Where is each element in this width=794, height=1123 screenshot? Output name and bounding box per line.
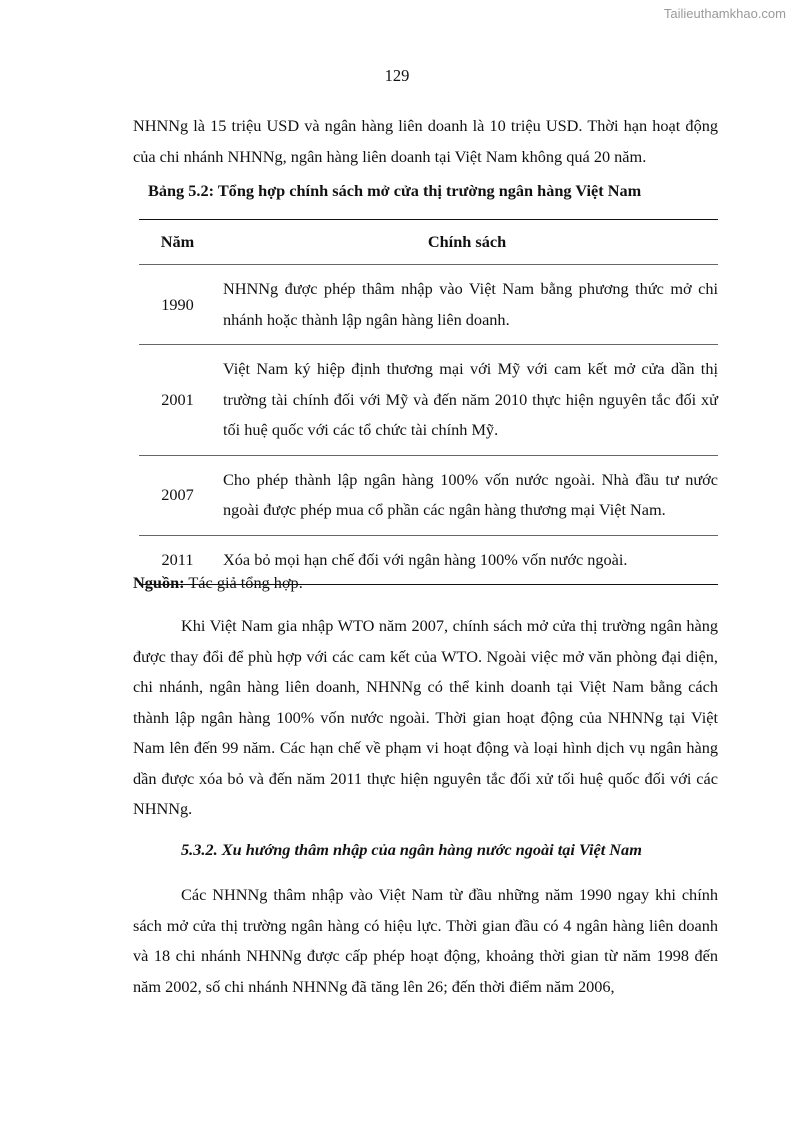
row-policy: NHNNg được phép thâm nhập vào Việt Nam bằng phương thức mở chi nhánh hoặc thành lập ngân hàng liên doanh. (223, 279, 718, 329)
table-row (139, 265, 718, 345)
row-year: 2011 (161, 549, 194, 569)
table-header-row (139, 220, 718, 265)
row-year: 1990 (161, 294, 194, 314)
row-policy: Cho phép thành lập ngân hàng 100% vốn nước ngoài. Nhà đầu tư nước ngoài được phép mua cổ phần các ngân hàng thương mại Việt Nam. (223, 469, 718, 519)
policy-table (139, 219, 718, 585)
trend-paragraph: Các NHNNg thâm nhập vào Việt Nam từ đầu những năm 1990 ngay khi chính sách mở cửa thị trường ngân hàng có hiệu lực. Thời gian đầu có 4 ngân hàng liên doanh và 18 chi nhánh NHNNg được cấp phép hoạt động, khoảng thời gian từ năm 1998 đến năm 2002, số chi nhánh NHNNg đã tăng lên 26; đến thời điểm năm 2006, (133, 885, 718, 996)
table-row (139, 345, 718, 456)
row-year: 2001 (161, 389, 194, 409)
table-row (139, 455, 718, 535)
source-text: Tác giả tổng hợp. (184, 573, 303, 592)
table-caption: Bảng 5.2: Tổng hợp chính sách mở cửa thị trường ngân hàng Việt Nam (148, 181, 642, 200)
row-policy: Việt Nam ký hiệp định thương mại với Mỹ với cam kết mở cửa dần thị trường tài chính đối với Mỹ và đến năm 2010 thực hiện nguyên tắc đối xử tối huệ quốc với các tổ chức tài chính Mỹ. (223, 359, 718, 439)
watermark: Tailieuthamkhao.com (663, 6, 786, 21)
intro-paragraph: NHNNg là 15 triệu USD và ngân hàng liên doanh là 10 triệu USD. Thời hạn hoạt động của chi nhánh NHNNg, ngân hàng liên doanh tại Việt Nam không quá 20 năm. (133, 116, 718, 166)
section-heading: 5.3.2. Xu hướng thâm nhập của ngân hàng nước ngoài tại Việt Nam (181, 840, 642, 859)
row-policy: Xóa bỏ mọi hạn chế đối với ngân hàng 100% vốn nước ngoài. (223, 549, 628, 569)
table-source (133, 573, 303, 593)
header-year: Năm (160, 232, 195, 251)
wto-paragraph: Khi Việt Nam gia nhập WTO năm 2007, chính sách mở cửa thị trường ngân hàng được thay đổi để phù hợp với các cam kết của WTO. Ngoài việc mở văn phòng đại diện, chi nhánh, ngân hàng liên doanh, NHNNg có thể kinh doanh tại Việt Nam bằng cách thành lập ngân hàng 100% vốn nước ngoài. Thời gian hoạt động của NHNNg tại Việt Nam lên đến 99 năm. Các hạn chế về phạm vi hoạt động và loại hình dịch vụ ngân hàng dần được xóa bỏ và đến năm 2011 thực hiện nguyên tắc đối xử tối huệ quốc đối với các NHNNg. (133, 616, 718, 818)
source-label: Nguồn: (133, 573, 185, 592)
page-number: 129 (384, 66, 410, 85)
row-year: 2007 (161, 485, 194, 504)
header-policy: Chính sách (427, 232, 507, 251)
